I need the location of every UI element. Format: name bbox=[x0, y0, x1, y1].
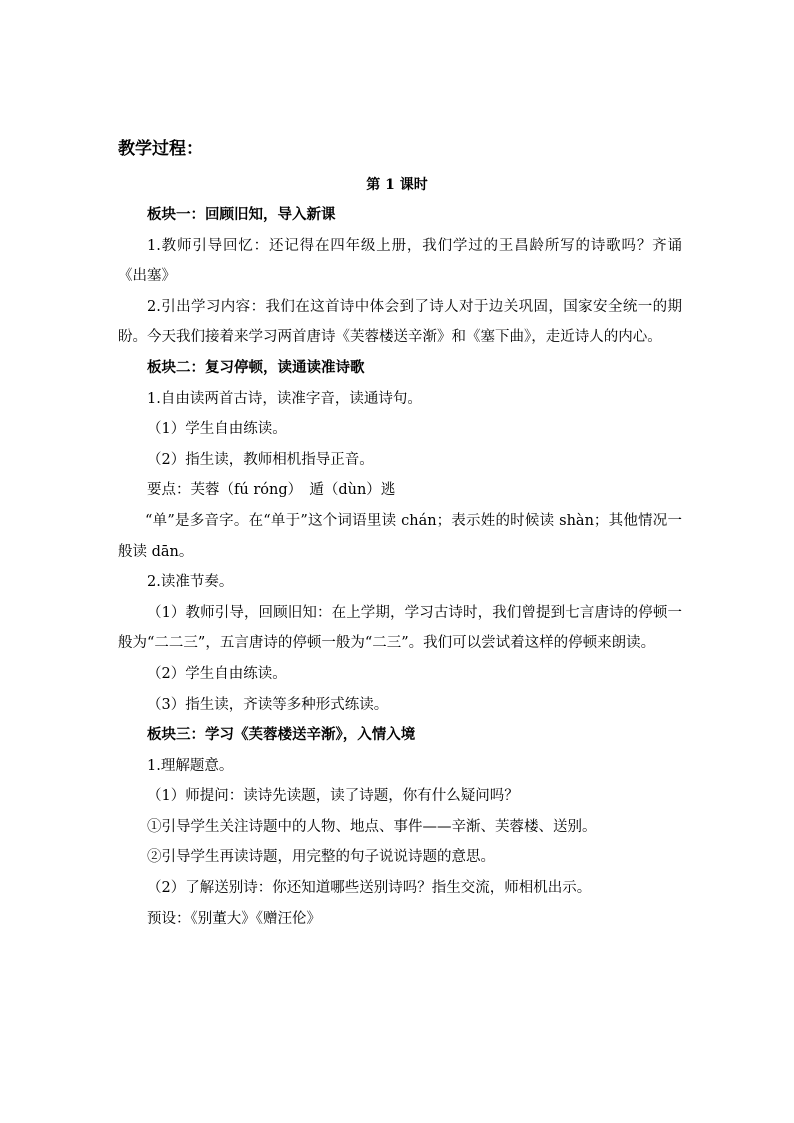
paragraph: 2.读准节奏。 bbox=[147, 574, 234, 591]
paragraph: （2）指生读，教师相机指导正音。 bbox=[147, 451, 374, 468]
paragraph: （1）学生自由练读。 bbox=[147, 421, 287, 438]
paragraph: 要点：芙蓉（fú róng） 遁（dùn）逃 bbox=[147, 482, 396, 499]
paragraph: （2）学生自由练读。 bbox=[147, 665, 287, 682]
paragraph: ②引导学生再读诗题，用完整的句子说说诗题的意思。 bbox=[147, 849, 495, 866]
paragraph: 预设：《别董大》《赠汪伦》 bbox=[147, 910, 321, 927]
document-body bbox=[118, 200, 682, 934]
paragraph: 2.引出学习内容：我们在这首诗中体会到了诗人对于边关巩固，国家安全统一的期盼。今天我们接着来学习两首唐诗《芙蓉楼送辛渐》和《塞下曲》，走近诗人的内心。 bbox=[118, 298, 682, 346]
page-heading: 教学过程： bbox=[118, 139, 203, 159]
paragraph: “单”是多音字。在“单于”这个词语里读 chán；表示姓的时候读 shàn；其他情况一般读 dān。 bbox=[118, 512, 682, 560]
section-heading-3: 板块三：学习《芙蓉楼送辛渐》，入情入境 bbox=[147, 726, 416, 744]
paragraph: （1）教师引导，回顾旧知：在上学期，学习古诗时，我们曾提到七言唐诗的停顿一般为“二二三”，五言唐诗的停顿一般为“二三”。我们可以尝试着这样的停顿来朗读。 bbox=[118, 604, 682, 652]
section-heading-2: 板块二：复习停顿，读通读准诗歌 bbox=[147, 358, 365, 376]
paragraph: 1.自由读两首古诗，读准字音，读通诗句。 bbox=[147, 390, 422, 407]
section-heading-1: 板块一：回顾旧知，导入新课 bbox=[147, 206, 336, 223]
paragraph: （2）了解送别诗：你还知道哪些送别诗吗？指生交流，师相机出示。 bbox=[147, 880, 592, 897]
paragraph: （1）师提问：读诗先读题，读了诗题，你有什么疑问吗？ bbox=[147, 788, 519, 805]
lesson-title: 第 1 课时 bbox=[366, 177, 428, 193]
paragraph: （3）指生读，齐读等多种形式练读。 bbox=[147, 696, 389, 713]
paragraph: 1.教师引导回忆：还记得在四年级上册，我们学过的王昌龄所写的诗歌吗？齐诵《出塞》 bbox=[118, 237, 682, 285]
paragraph: 1.理解题意。 bbox=[147, 757, 234, 774]
paragraph: ①引导学生关注诗题中的人物、地点、事件——辛渐、芙蓉楼、送别。 bbox=[147, 818, 597, 835]
